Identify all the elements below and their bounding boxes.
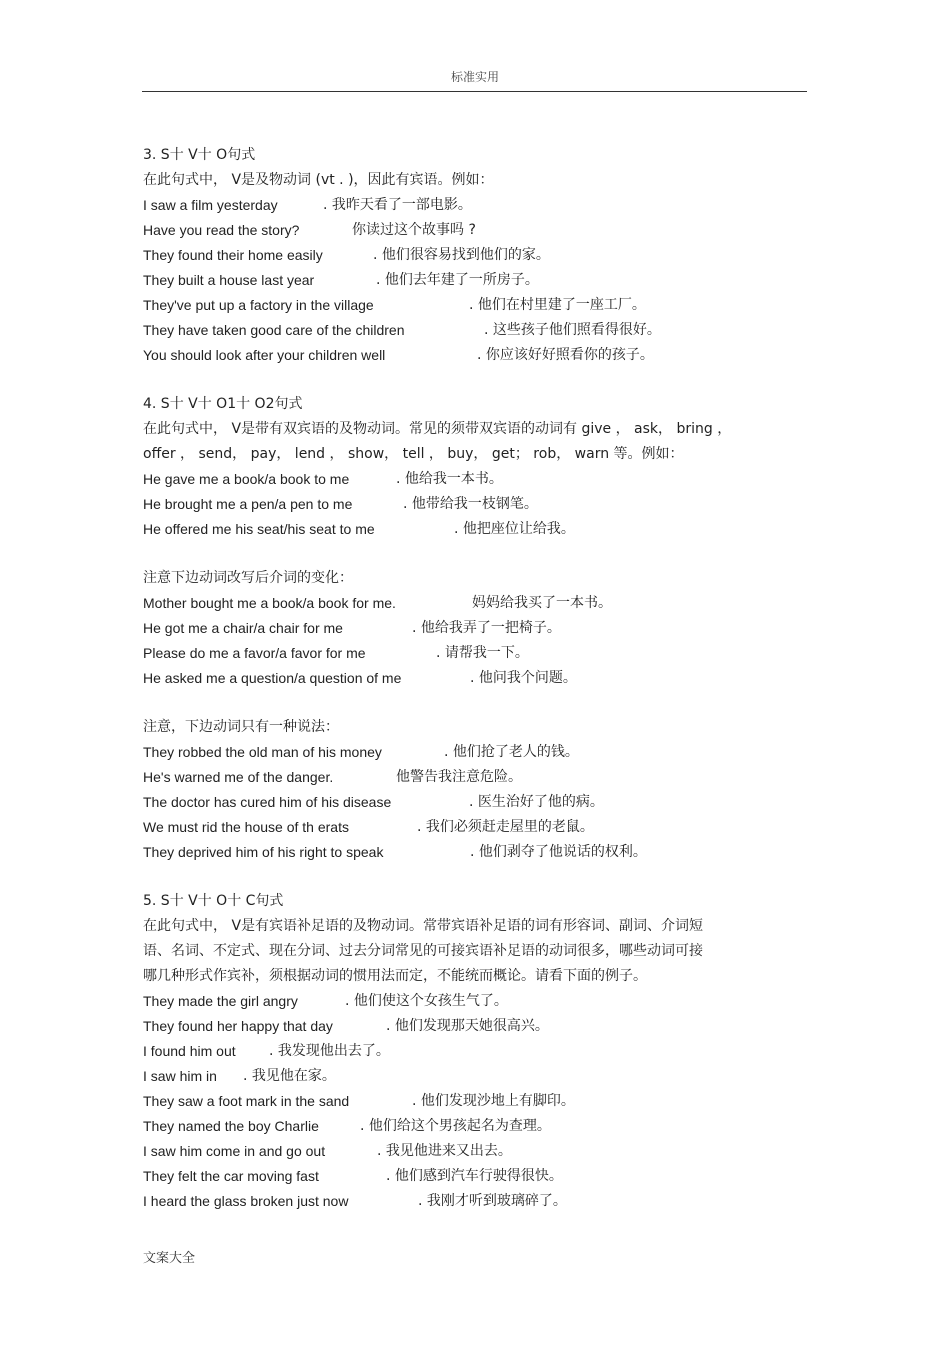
- example-en: They have taken good care of the children: [143, 322, 405, 338]
- example-line: [143, 517, 808, 542]
- example-en: You should look after your children well: [143, 347, 386, 363]
- example-line: [143, 293, 808, 318]
- section-4-intro-line: offer ， send， pay， lend ， show， tell ， buy， get； rob， warn 等。例如：: [143, 446, 684, 462]
- example-en: They made the girl angry: [143, 993, 298, 1009]
- example-en: They felt the car moving fast: [143, 1168, 319, 1184]
- section-5-intro-line: 语、名词、不定式、现在分词、过去分词常见的可接宾语补足语的动词很多，哪些动词可接: [143, 943, 703, 959]
- example-zh: . 他们剥夺了他说话的权利。: [470, 844, 647, 860]
- section-3-intro: 在此句式中， V是及物动词 (vt . )，因此有宾语。例如：: [143, 172, 494, 188]
- example-zh: . 他们抢了老人的钱。: [444, 744, 579, 760]
- example-zh: 妈妈给我买了一本书。: [472, 595, 612, 611]
- example-line: [143, 193, 808, 218]
- example-zh: . 我刚才听到玻璃碎了。: [418, 1193, 567, 1209]
- section-3-heading: 3. S十 V十 O句式: [143, 147, 256, 163]
- example-en: They named the boy Charlie: [143, 1118, 319, 1134]
- section-5-intro-line: 在此句式中， V是有宾语补足语的及物动词。常带宾语补足语的词有形容词、副词、介词短: [143, 918, 704, 934]
- example-line: [143, 268, 808, 293]
- example-line: [143, 840, 808, 865]
- page-footer: 文案大全: [143, 1251, 196, 1266]
- example-line: [143, 1089, 808, 1114]
- example-zh: . 他们发现沙地上有脚印。: [412, 1093, 575, 1109]
- example-en: He got me a chair/a chair for me: [143, 620, 343, 636]
- example-en: I saw a film yesterday: [143, 197, 278, 213]
- example-en: I found him out: [143, 1043, 236, 1059]
- section-4-intro-line: 在此句式中， V是带有双宾语的及物动词。常见的须带双宾语的动词有 give ， ask， bring ，: [143, 421, 732, 437]
- example-zh: . 医生治好了他的病。: [469, 794, 604, 810]
- example-en: He brought me a pen/a pen to me: [143, 496, 353, 512]
- example-line: [143, 616, 808, 641]
- example-zh: . 他们在村里建了一座工厂。: [469, 297, 646, 313]
- example-zh: . 这些孩子他们照看得很好。: [484, 322, 661, 338]
- example-en: They found their home easily: [143, 247, 323, 263]
- example-line: [143, 1039, 808, 1064]
- example-line: [143, 318, 808, 343]
- example-en: I heard the glass broken just now: [143, 1193, 349, 1209]
- example-line: [143, 989, 808, 1014]
- example-zh: . 我见他在家。: [243, 1068, 336, 1084]
- example-en: He's warned me of the danger.: [143, 769, 334, 785]
- section-5-heading: 5. S十 V十 O十 C句式: [143, 893, 284, 909]
- example-en: The doctor has cured him of his disease: [143, 794, 392, 810]
- example-zh: . 他们很容易找到他们的家。: [373, 247, 550, 263]
- section-5-intro-line: 哪几种形式作宾补，须根据动词的惯用法而定，不能统而概论。请看下面的例子。: [143, 968, 647, 984]
- document-body: [143, 143, 808, 1214]
- example-line: [143, 1189, 808, 1214]
- example-zh: 你读过这个故事吗 ?: [352, 222, 476, 238]
- example-zh: . 我见他进来又出去。: [377, 1143, 512, 1159]
- header-rule: [142, 91, 807, 92]
- example-en: We must rid the house of th erats: [143, 819, 349, 835]
- example-en: Please do me a favor/a favor for me: [143, 645, 366, 661]
- example-en: They robbed the old man of his money: [143, 744, 382, 760]
- example-line: [143, 1014, 808, 1039]
- example-en: They deprived him of his right to speak: [143, 844, 384, 860]
- example-en: He offered me his seat/his seat to me: [143, 521, 375, 537]
- example-zh: . 我们必须赶走屋里的老鼠。: [417, 819, 594, 835]
- example-en: Have you read the story?: [143, 222, 300, 238]
- example-line: [143, 790, 808, 815]
- example-zh: . 他给我弄了一把椅子。: [412, 620, 561, 636]
- example-en: Mother bought me a book/a book for me.: [143, 595, 396, 611]
- example-line: [143, 641, 808, 666]
- example-line: [143, 591, 808, 616]
- example-zh: . 他们去年建了一所房子。: [376, 272, 539, 288]
- example-line: [143, 1114, 808, 1139]
- example-en: They've put up a factory in the village: [143, 297, 374, 313]
- example-zh: . 他们给这个男孩起名为查理。: [360, 1118, 551, 1134]
- example-zh: . 我昨天看了一部电影。: [323, 197, 472, 213]
- example-line: [143, 1164, 808, 1189]
- example-zh: 他警告我注意危险。: [396, 769, 522, 785]
- example-en: He gave me a book/a book to me: [143, 471, 350, 487]
- example-line: [143, 467, 808, 492]
- example-en: He asked me a question/a question of me: [143, 670, 402, 686]
- example-line: [143, 740, 808, 765]
- example-en: They built a house last year: [143, 272, 315, 288]
- example-zh: . 我发现他出去了。: [269, 1043, 390, 1059]
- example-zh: . 他们发现那天她很高兴。: [386, 1018, 549, 1034]
- example-line: [143, 1139, 808, 1164]
- note-line: 注意，下边动词只有一种说法：: [143, 719, 339, 735]
- example-line: [143, 1064, 808, 1089]
- example-zh: . 你应该好好照看你的孩子。: [477, 347, 654, 363]
- example-en: I saw him in: [143, 1068, 217, 1084]
- section-4-heading: 4. S十 V十 O1十 O2句式: [143, 396, 303, 412]
- example-en: They found her happy that day: [143, 1018, 333, 1034]
- example-line: [143, 218, 808, 243]
- example-line: [143, 343, 808, 368]
- example-line: [143, 243, 808, 268]
- example-zh: . 他给我一本书。: [396, 471, 503, 487]
- example-line: [143, 815, 808, 840]
- example-zh: . 他们感到汽车行驶得很快。: [386, 1168, 563, 1184]
- page-header: 标准实用: [450, 70, 499, 84]
- example-zh: . 他把座位让给我。: [454, 521, 575, 537]
- example-zh: . 他问我个问题。: [470, 670, 577, 686]
- note-line: 注意下边动词改写后介词的变化：: [143, 570, 353, 586]
- example-en: I saw him come in and go out: [143, 1143, 326, 1159]
- example-line: [143, 492, 808, 517]
- example-zh: . 他带给我一枝钢笔。: [403, 496, 538, 512]
- example-line: [143, 765, 808, 790]
- example-line: [143, 666, 808, 691]
- example-zh: . 他们使这个女孩生气了。: [345, 993, 508, 1009]
- example-zh: . 请帮我一下。: [436, 645, 529, 661]
- example-en: They saw a foot mark in the sand: [143, 1093, 350, 1109]
